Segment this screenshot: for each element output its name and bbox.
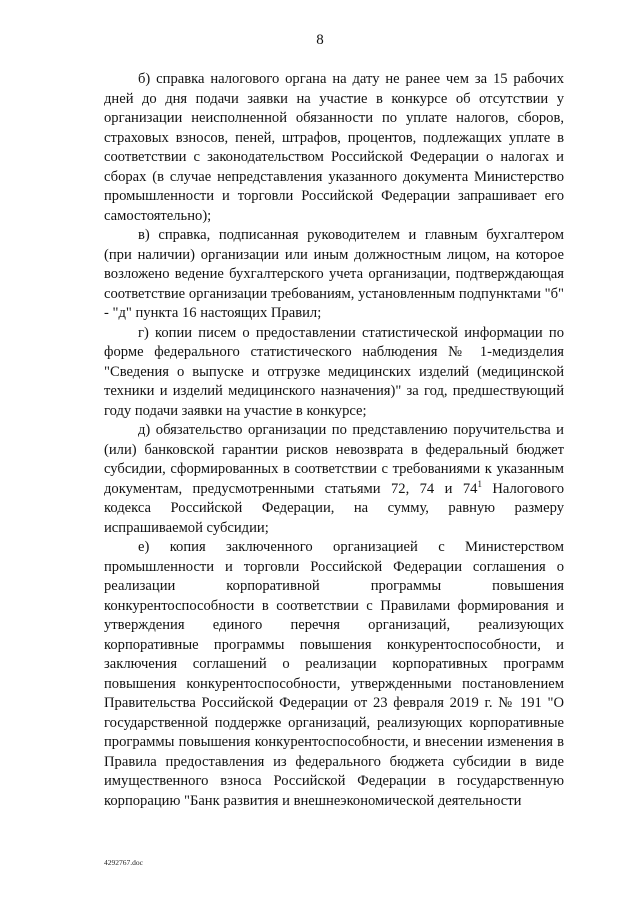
document-body	[104, 70, 564, 811]
paragraph-g: г) копии писем о предоставлении статистической информации по форме федерального статистического наблюдения № 1-медизделия "Сведения о выпуске и отгрузке медицинских изделий (медицинской техники и изделий медицинского назначения)" за год, предшествующий году подачи заявки на участие в конкурсе;	[104, 324, 564, 419]
article-superscript: 1	[477, 478, 482, 489]
paragraph-b: б) справка налогового органа на дату не ранее чем за 15 рабочих дней до дня подачи заявки на участие в конкурсе об отсутствии у организации неисполненной обязанности по уплате налогов, сборов, страховых взносов, пеней, штрафов, процентов, подлежащих уплате в соответствии с законодательством Российской Федерации о налогах и сборах (в случае непредставления указанного документа Министерство промышленности и торговли Российской Федерации запрашивает его самостоятельно);	[104, 71, 564, 224]
paragraph-d	[104, 421, 564, 538]
paragraph-d-text-start: д) обязательство организации по представлению поручительства и (или) банковской гарантии рисков невозврата в федеральный бюджет субсидии, сформированных в соответствии с требованиями к указанным документам, предусмотренными статьями 72, 74 и 74	[104, 422, 564, 497]
paragraph-v: в) справка, подписанная руководителем и главным бухгалтером (при наличии) организации или иным должностным лицом, на которое возложено ведение бухгалтерского учета организации, подтверждающая соответствие организации требованиям, установленным подпунктами "б" - "д" пункта 16 настоящих Правил;	[104, 227, 564, 321]
paragraph-d-text-end: Налогового кодекса Российской Федерации, на сумму, равную размеру испрашиваемой субсидии;	[104, 480, 564, 536]
paragraph-e: е) копия заключенного организацией с Министерством промышленности и торговли Российской Федерации соглашения о реализации корпоративной программы повышения конкурентоспособности в соответствии с Правилами формирования и утверждения единого перечня организаций, реализующих корпоративные программы повышения конкурентоспособности, и заключения соглашений о реализации корпоративных программ повышения конкурентоспособности, утвержденными постановлением Правительства Российской Федерации от 23 февраля 2019 г. № 191 "О государственной поддержке организаций, реализующих корпоративные программы повышения конкурентоспособности, и внесении изменения в Правила предоставления из федерального бюджета субсидии в виде имущественного взноса Российской Федерации в государственную корпорацию "Банк развития и внешнеэкономической деятельности	[104, 539, 564, 809]
document-file-id: 4292767.doc	[104, 858, 143, 867]
page-number: 8	[316, 32, 324, 48]
